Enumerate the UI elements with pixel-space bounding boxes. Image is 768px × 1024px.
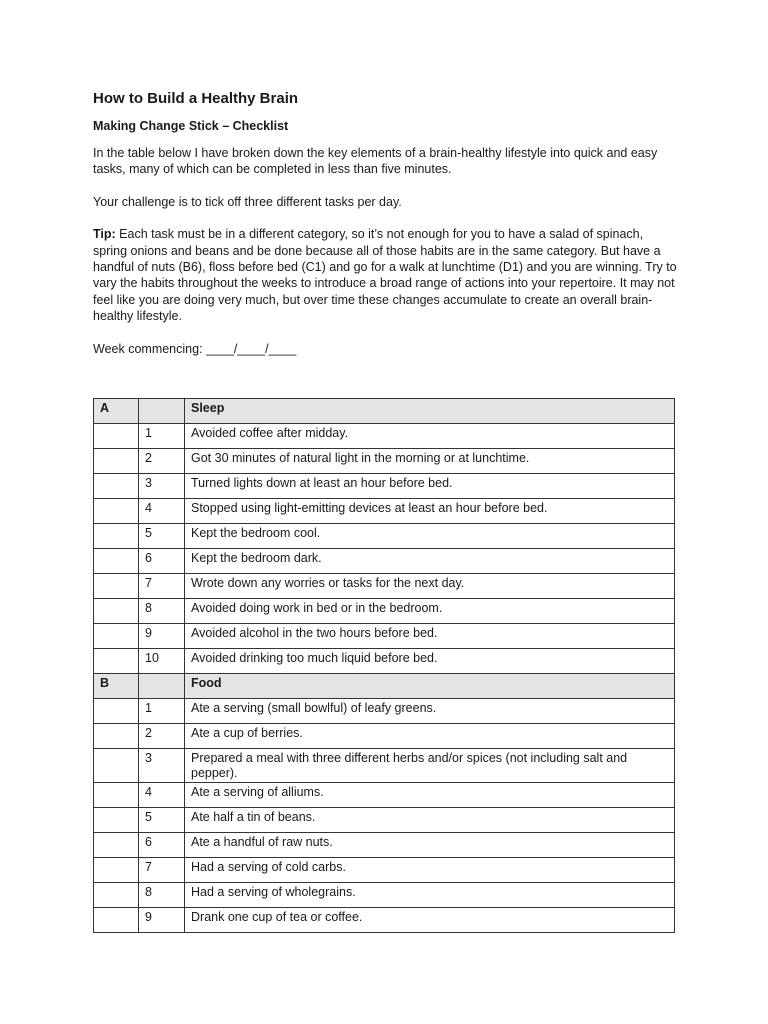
tick-cell[interactable] <box>94 599 139 624</box>
category-number-cell <box>139 399 185 424</box>
task-number: 2 <box>139 449 185 474</box>
task-text: Got 30 minutes of natural light in the morning or at lunchtime. <box>185 449 675 474</box>
tick-cell[interactable] <box>94 474 139 499</box>
table-row <box>94 474 675 499</box>
task-number: 7 <box>139 574 185 599</box>
tick-cell[interactable] <box>94 883 139 908</box>
table-row <box>94 783 675 808</box>
table-row <box>94 499 675 524</box>
task-text: Kept the bedroom cool. <box>185 524 675 549</box>
tip-paragraph <box>93 226 678 324</box>
task-text: Had a serving of wholegrains. <box>185 883 675 908</box>
task-number: 8 <box>139 883 185 908</box>
task-text: Avoided doing work in bed or in the bedroom. <box>185 599 675 624</box>
week-commencing: Week commencing: ____/____/____ <box>93 341 297 356</box>
category-number-cell <box>139 674 185 699</box>
intro-paragraph: In the table below I have broken down the key elements of a brain-healthy lifestyle into quick and easy tasks, many of which can be completed in less than five minutes. <box>93 146 658 177</box>
tip-label: Tip: <box>93 227 116 242</box>
task-text: Ate a serving (small bowlful) of leafy greens. <box>185 699 675 724</box>
task-text: Turned lights down at least an hour before bed. <box>185 474 675 499</box>
tick-cell[interactable] <box>94 749 139 783</box>
task-text: Stopped using light-emitting devices at least an hour before bed. <box>185 499 675 524</box>
tick-cell[interactable] <box>94 574 139 599</box>
tick-cell[interactable] <box>94 833 139 858</box>
table-row <box>94 808 675 833</box>
category-letter: B <box>94 674 139 699</box>
tick-cell[interactable] <box>94 858 139 883</box>
table-row <box>94 649 675 674</box>
task-text: Wrote down any worries or tasks for the next day. <box>185 574 675 599</box>
category-name: Food <box>185 674 675 699</box>
tick-cell[interactable] <box>94 699 139 724</box>
table-row <box>94 449 675 474</box>
tick-cell[interactable] <box>94 624 139 649</box>
tick-cell[interactable] <box>94 649 139 674</box>
tick-cell[interactable] <box>94 783 139 808</box>
task-number: 4 <box>139 783 185 808</box>
task-number: 7 <box>139 858 185 883</box>
task-text: Ate a cup of berries. <box>185 724 675 749</box>
task-text: Had a serving of cold carbs. <box>185 858 675 883</box>
task-number: 1 <box>139 424 185 449</box>
table-row <box>94 574 675 599</box>
task-number: 9 <box>139 908 185 933</box>
table-row <box>94 699 675 724</box>
tip-text: Each task must be in a different category, so it’s not enough for you to have a salad of spinach, spring onions and beans and be done because all of those habits are in the same category. But have a handful of nuts (B6), floss before bed (C1) and go for a walk at lunchtime (D1) and you are winning. Try to vary the habits throughout the weeks to introduce a broad range of actions into your repertoire. It may not feel like you are doing very much, but over time these changes accumulate to create an overall brain-healthy lifestyle. <box>93 227 677 324</box>
category-row-sleep <box>94 399 675 424</box>
table-row <box>94 524 675 549</box>
table-row <box>94 624 675 649</box>
task-number: 6 <box>139 549 185 574</box>
tick-cell[interactable] <box>94 549 139 574</box>
page-title: How to Build a Healthy Brain <box>93 90 299 107</box>
task-text: Drank one cup of tea or coffee. <box>185 908 675 933</box>
challenge-paragraph: Your challenge is to tick off three different tasks per day. <box>93 194 402 209</box>
table-row <box>94 599 675 624</box>
task-number: 2 <box>139 724 185 749</box>
category-letter: A <box>94 399 139 424</box>
tick-cell[interactable] <box>94 724 139 749</box>
table-row <box>94 549 675 574</box>
checklist-table <box>93 398 675 933</box>
tick-cell[interactable] <box>94 524 139 549</box>
category-row-food <box>94 674 675 699</box>
table-row <box>94 724 675 749</box>
task-number: 3 <box>139 749 185 783</box>
category-name: Sleep <box>185 399 675 424</box>
task-text: Kept the bedroom dark. <box>185 549 675 574</box>
task-number: 9 <box>139 624 185 649</box>
task-text: Avoided alcohol in the two hours before bed. <box>185 624 675 649</box>
page-subtitle: Making Change Stick – Checklist <box>93 119 289 133</box>
table-row <box>94 883 675 908</box>
task-number: 5 <box>139 524 185 549</box>
task-number: 3 <box>139 474 185 499</box>
tick-cell[interactable] <box>94 808 139 833</box>
task-text: Ate half a tin of beans. <box>185 808 675 833</box>
task-text: Avoided coffee after midday. <box>185 424 675 449</box>
tick-cell[interactable] <box>94 424 139 449</box>
table-row <box>94 424 675 449</box>
task-number: 10 <box>139 649 185 674</box>
table-row <box>94 749 675 783</box>
tick-cell[interactable] <box>94 499 139 524</box>
tick-cell[interactable] <box>94 449 139 474</box>
task-number: 8 <box>139 599 185 624</box>
task-number: 1 <box>139 699 185 724</box>
task-text: Ate a handful of raw nuts. <box>185 833 675 858</box>
task-number: 5 <box>139 808 185 833</box>
task-number: 4 <box>139 499 185 524</box>
table-row <box>94 833 675 858</box>
table-row <box>94 858 675 883</box>
tick-cell[interactable] <box>94 908 139 933</box>
document-body <box>93 89 678 357</box>
task-text: Prepared a meal with three different herbs and/or spices (not including salt and pepper). <box>185 749 675 783</box>
task-text: Ate a serving of alliums. <box>185 783 675 808</box>
task-number: 6 <box>139 833 185 858</box>
table-row <box>94 908 675 933</box>
task-text: Avoided drinking too much liquid before bed. <box>185 649 675 674</box>
